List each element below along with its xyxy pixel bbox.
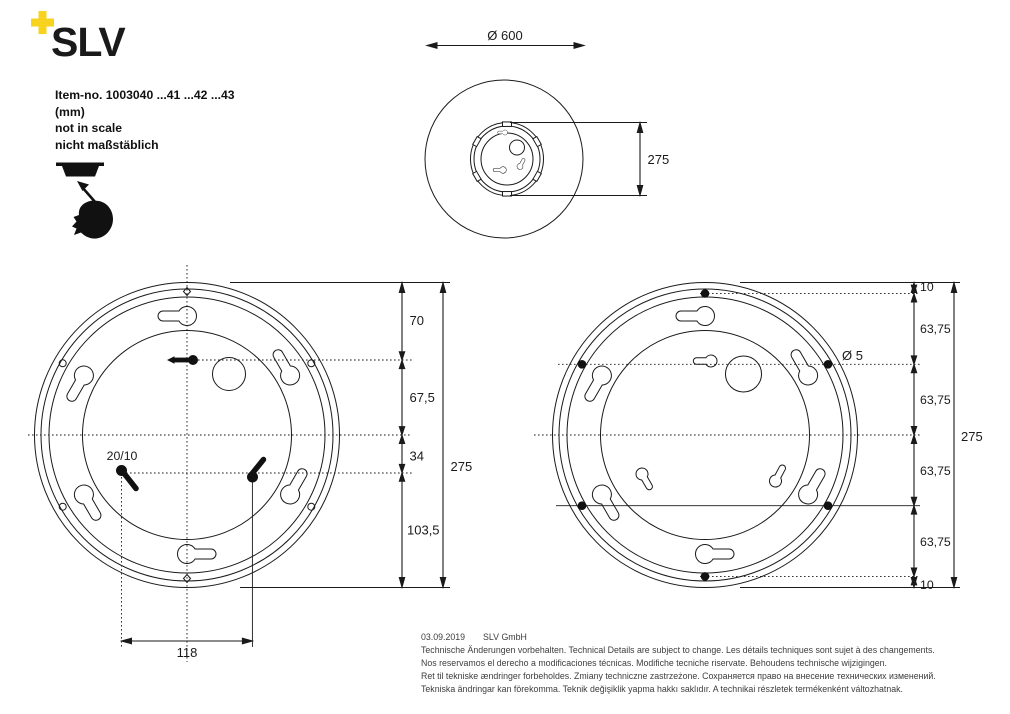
label-103-5: 103,5 xyxy=(407,522,440,538)
label-6375-2: 63,75 xyxy=(920,393,951,407)
label-34: 34 xyxy=(409,448,424,464)
disclaimer-line: Tekniska ändringar kan förekomma. Teknik değişiklik yapma hakkı saklıdır. A technikai részletek termékenként változhatnak. xyxy=(421,683,903,694)
footer-date-row xyxy=(421,631,996,644)
label-67-5: 67,5 xyxy=(409,390,435,405)
disclaimer-line: Technische Änderungen vorbehalten. Technical Details are subject to change. Les détails techniques sont sujet à des changements. xyxy=(421,644,935,655)
scale-note-en: not in scale xyxy=(55,121,123,135)
label-diameter-600: Ø 600 xyxy=(487,28,523,43)
label-6375-1: 63,75 xyxy=(920,322,951,336)
scale-note-de: nicht maßstäblich xyxy=(55,137,159,152)
dim-118 xyxy=(122,638,253,644)
unit-note: (mm) xyxy=(55,104,85,119)
footer-date: 03.09.2019 xyxy=(421,632,466,642)
install-arrowhead-icon xyxy=(77,181,89,191)
reference-lines-right xyxy=(534,283,960,588)
label-70: 70 xyxy=(409,313,424,328)
disclaimer-line: Ret til tekniske ændringer forbeholdes. Zmiany techniczne zastrzeżone. Сохраняется право на внесение технических изменений. xyxy=(421,670,936,681)
mounting-pictogram xyxy=(56,163,113,239)
label-275-left: 275 xyxy=(450,459,473,474)
disclaimer-line: Nos reservamos el derecho a modificaciones técnicas. Modifiche tecniche riservate. Behoudens technische wijzigingen. xyxy=(421,657,887,668)
keyhole-slots-right xyxy=(579,307,831,564)
top-view-drawing xyxy=(425,43,647,238)
centerlines-left xyxy=(28,265,412,662)
footer-company: SLV GmbH xyxy=(483,632,527,642)
label-275-top-view: 275 xyxy=(647,152,670,167)
footer-block xyxy=(421,631,996,696)
brand-name: SLV xyxy=(51,19,125,64)
label-6375-3: 63,75 xyxy=(920,464,951,478)
fixture-icon xyxy=(62,166,99,177)
label-20-10: 20/10 xyxy=(106,449,138,463)
dim-600 xyxy=(427,43,584,49)
label-10-bottom: 10 xyxy=(920,578,934,592)
label-118: 118 xyxy=(176,645,198,660)
canopy-outline xyxy=(425,80,583,238)
label-275-right: 275 xyxy=(961,429,983,444)
cable-hole-left xyxy=(213,358,246,391)
label-6375-4: 63,75 xyxy=(920,535,951,549)
label-10-top: 10 xyxy=(920,280,934,294)
ceiling-line-icon xyxy=(56,163,104,167)
cable-hole xyxy=(510,140,525,155)
label-diameter-5: Ø 5 xyxy=(842,348,863,363)
cable-hole-right xyxy=(726,356,762,392)
mounting-plate-right xyxy=(534,283,960,588)
item-number: Item-no. 1003040 ...41 ...42 ...43 xyxy=(55,88,235,102)
hand-icon xyxy=(72,201,113,239)
mounting-plate-left xyxy=(28,265,450,662)
